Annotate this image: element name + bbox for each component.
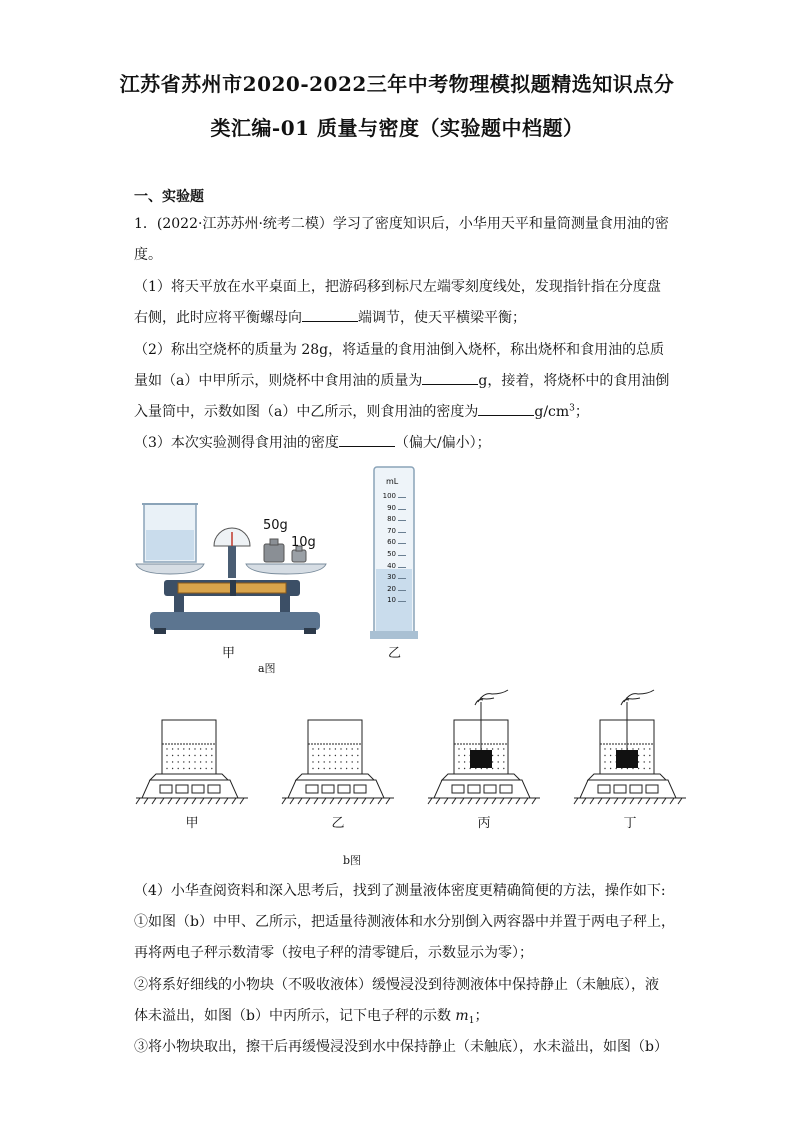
fig-b-label: 甲 — [185, 816, 199, 831]
fig-b-label: 丁 — [623, 816, 637, 831]
cylinder-tick-label: 30 — [387, 573, 396, 582]
q1-part2-line2: 量如（a）中甲所示，则烧杯中食用油的质量为 g，接着，将烧杯中的食用油倒 — [134, 370, 669, 390]
q1-line2: 度。 — [134, 247, 162, 263]
balance-illustration — [134, 500, 334, 640]
cylinder-tick-mark — [398, 567, 406, 568]
cylinder-tick-label: 80 — [387, 515, 396, 524]
electronic-scale-4 — [574, 688, 686, 808]
cylinder-tick-mark — [398, 578, 406, 579]
q1-part2-line1: （2）称出空烧杯的质量为 28g，将适量的食用油倒入烧杯，称出烧杯和食用油的总质 — [134, 342, 665, 358]
electronic-scale-3 — [428, 688, 540, 808]
step1-line2: 再将两电子秤示数清零（按电子秤的清零键后，示数显示为零）； — [134, 945, 533, 961]
cylinder-tick-mark — [398, 532, 406, 533]
step2-line1: ②将系好细线的小物块（不吸收液体）缓慢浸没到待测液体中保持静止（未触底），液 — [134, 977, 659, 993]
electronic-scale-2 — [282, 688, 394, 808]
cylinder-tick-label: 60 — [387, 538, 396, 547]
fig-a-label-yi: 乙 — [388, 646, 402, 661]
weight-10g-label: 10g — [291, 535, 316, 550]
fig-b-label: 乙 — [331, 816, 345, 831]
fig-a-label-jia: 甲 — [222, 646, 236, 661]
fig-a-caption: a图 — [258, 662, 276, 675]
cylinder-tick-mark — [398, 590, 406, 591]
section-heading: 一、实验题 — [134, 189, 204, 205]
q1-line1: 1．(2022·江苏苏州·统考二模）学习了密度知识后，小华用天平和量筒测量食用油的密 — [134, 216, 669, 232]
cylinder-tick-mark — [398, 497, 406, 498]
cylinder-tick-label: 90 — [387, 503, 396, 512]
cylinder-unit: mL — [386, 477, 399, 486]
cylinder-tick-mark — [398, 543, 406, 544]
q1-part1-line2: 右侧，此时应将平衡螺母向 端调节，使天平横梁平衡； — [134, 307, 526, 327]
answer-blank-2[interactable] — [422, 370, 478, 385]
q1-part2-line3: 入量筒中，示数如图（a）中乙所示，则食用油的密度为 $g/cm^3$； — [134, 401, 589, 421]
fig-b-label: 丙 — [477, 816, 491, 831]
fig-b-caption: b图 — [343, 854, 362, 867]
step3-line1: ③将小物块取出，擦干后再缓慢浸没到水中保持静止（未触底），水未溢出，如图（b） — [134, 1039, 668, 1055]
step1-line1: ①如图（b）中甲、乙所示，把适量待测液体和水分别倒入两容器中并置于两电子秤上， — [134, 914, 675, 930]
answer-blank-4[interactable] — [339, 432, 395, 447]
weight-50g-label: 50g — [263, 518, 288, 533]
step2-line2: 体未溢出，如图（b）中丙所示，记下电子秤的示数 $m_1$； — [134, 1008, 489, 1026]
electronic-scale-1 — [136, 688, 248, 808]
doc-title-line2: 类汇编-01 质量与密度（实验题中档题） — [210, 116, 584, 140]
cylinder-tick-label: 20 — [387, 584, 396, 593]
cylinder-tick-label: 70 — [387, 526, 396, 535]
doc-title-line1: 江苏省苏州市2020-2022三年中考物理模拟题精选知识点分 — [119, 72, 675, 96]
cylinder-tick-mark — [398, 509, 406, 510]
answer-blank-3[interactable] — [478, 401, 534, 416]
q1-part1-line1: （1）将天平放在水平桌面上，把游码移到标尺左端零刻度线处，发现指针指在分度盘 — [134, 279, 661, 295]
cylinder-tick-label: 40 — [387, 561, 396, 570]
cylinder-tick-mark — [398, 520, 406, 521]
q1-part4: （4）小华查阅资料和深入思考后，找到了测量液体密度更精确简便的方法，操作如下: — [134, 883, 666, 899]
cylinder-tick-label: 100 — [382, 492, 396, 500]
cylinder-tick-label: 10 — [387, 596, 396, 605]
answer-blank-1[interactable] — [302, 307, 358, 322]
cylinder-tick-mark — [398, 601, 406, 602]
cylinder-tick-mark — [398, 555, 406, 556]
q1-part3: （3）本次实验测得食用油的密度 （偏大/偏小）； — [134, 432, 491, 452]
cylinder-tick-label: 50 — [387, 550, 396, 558]
